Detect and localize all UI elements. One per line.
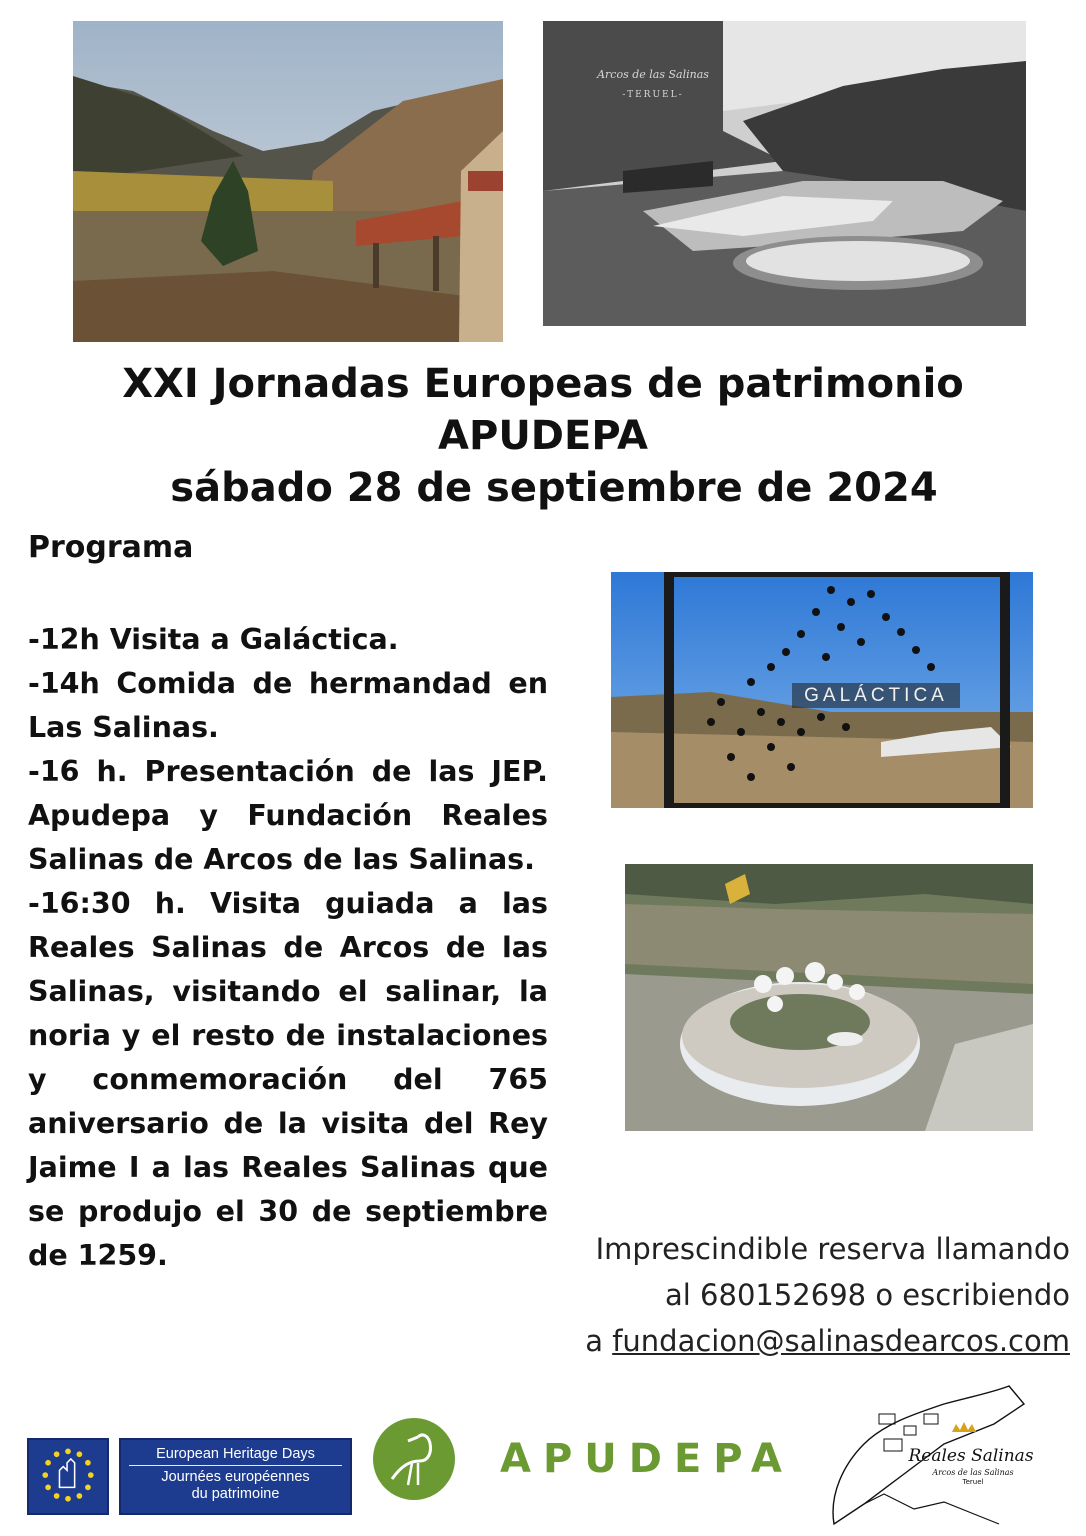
- reservation-line-3: [510, 1318, 1070, 1364]
- valley-photo: [73, 21, 503, 342]
- reservation-line-1: Imprescindible reserva llamando: [595, 1232, 1070, 1266]
- event-date: sábado 28 de septiembre de 2024: [170, 465, 938, 511]
- apudepa-bird-logo: [372, 1417, 456, 1501]
- reales-salinas-wordmark: Reales Salinas: [908, 1446, 1034, 1466]
- program-item: -16:30 h. Visita guiada a las Reales Salinas de Arcos de las Salinas, visitando el salinar, la noria y el resto de instalaciones y conmemoración del 765 aniversario de la visita del Rey Jaime I a las Reales Salinas que se produjo el 30 de septiembre de 1259.: [28, 887, 548, 1272]
- salinas-archive-photo: [543, 21, 1026, 326]
- organizer-title: APUDEPA: [438, 413, 648, 459]
- programa-heading: Programa: [28, 530, 194, 565]
- program-item: -16 h. Presentación de las JEP. Apudepa y Fundación Reales Salinas de Arcos de las Salinas.: [28, 755, 548, 876]
- reservation-line-2: al 680152698 o escribiendo: [665, 1278, 1070, 1312]
- reales-salinas-location: Teruel: [962, 1478, 984, 1486]
- galactica-sign-label: GALÁCTICA: [792, 683, 960, 708]
- salinas-photo-subcaption: -TERUEL-: [622, 90, 684, 100]
- program-item: -12h Visita a Galáctica.: [28, 623, 399, 656]
- program-item: -14h Comida de hermandad en Las Salinas.: [28, 667, 548, 744]
- reservation-prefix: a: [585, 1324, 613, 1358]
- eu-flag-logo: [27, 1438, 109, 1515]
- reservation-info: [510, 1226, 1070, 1364]
- ehd-title-fr-2: du patrimoine: [191, 1486, 280, 1502]
- salinas-photo-caption: Arcos de las Salinas: [597, 68, 709, 81]
- european-heritage-days-logo: [119, 1438, 352, 1515]
- observatory-aerial-photo: [625, 864, 1033, 1131]
- apudepa-wordmark: APUDEPA: [500, 1436, 794, 1482]
- reales-salinas-subtitle: Arcos de las Salinas: [932, 1468, 1014, 1477]
- program-list: [28, 618, 548, 1278]
- ehd-title-fr-1: Journées européennes: [161, 1469, 310, 1485]
- ehd-title-en: European Heritage Days: [156, 1446, 315, 1462]
- event-title: XXI Jornadas Europeas de patrimonio: [122, 361, 964, 407]
- email-link[interactable]: fundacion@salinasdearcos.com: [612, 1324, 1070, 1358]
